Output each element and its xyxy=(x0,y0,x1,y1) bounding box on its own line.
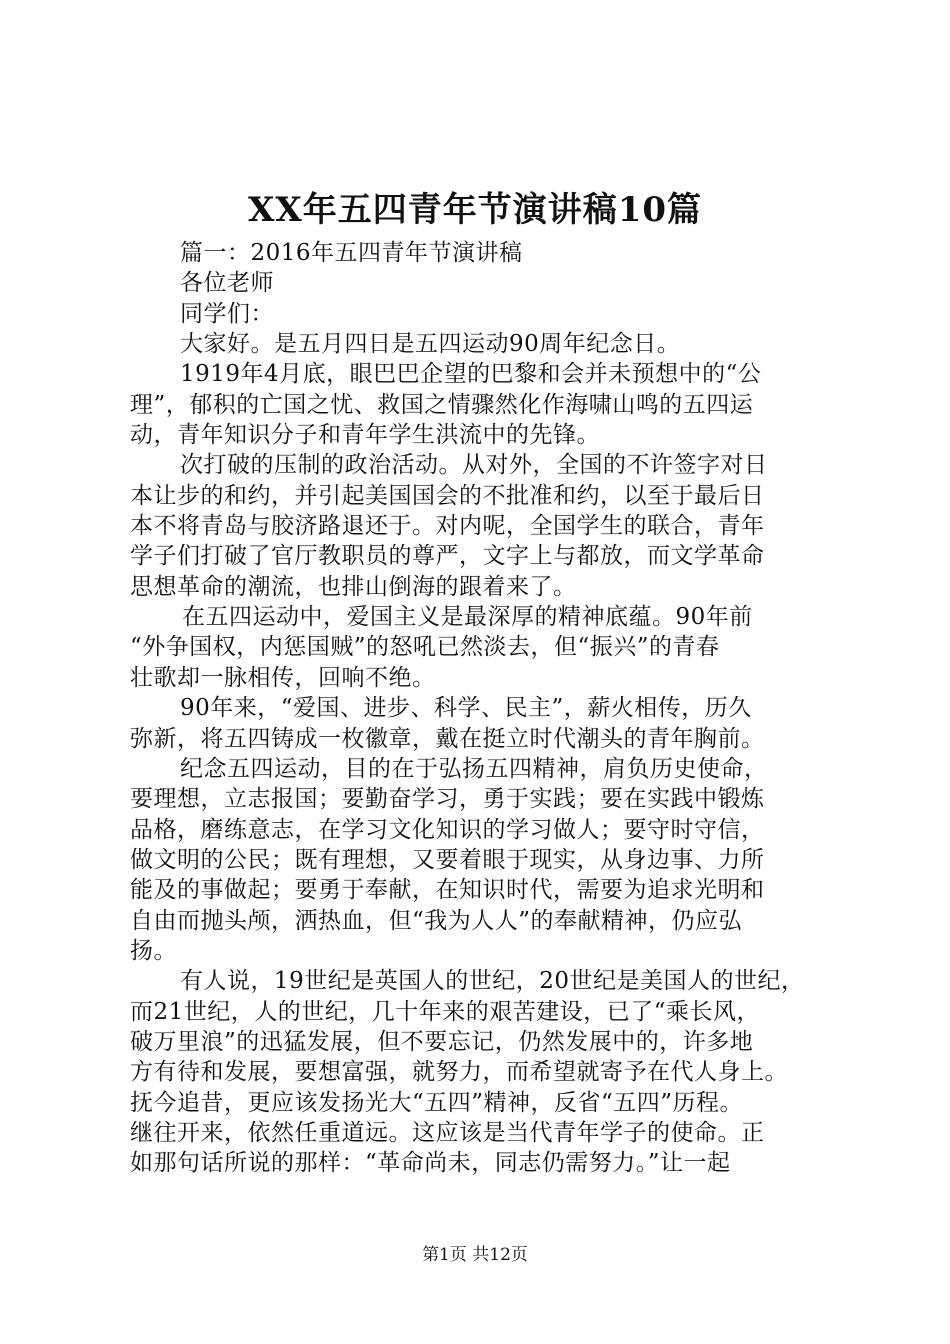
paragraph-line: 90年来，“爱国、进步、科学、民主”，薪火相传，历久 xyxy=(180,695,752,722)
paragraph-line: 能及的事做起；要勇于奉献，在知识时代，需要为追求光明和 xyxy=(130,877,765,904)
paragraph-line: 本让步的和约，并引起美国国会的不批准和约，以至于最后日 xyxy=(130,482,765,509)
paragraph-line: 动，青年知识分子和青年学生洪流中的先锋。 xyxy=(130,422,600,449)
paragraph-line: 破万里浪”的迅猛发展，但不要忘记，仍然发展中的，许多地 xyxy=(130,1028,754,1055)
paragraph-line: 1919年4月底，眼巴巴企望的巴黎和会并未预想中的“公 xyxy=(180,361,762,388)
paragraph-line: 在五四运动中，爱国主义是最深厚的精神底蕴。90年前 xyxy=(182,604,753,631)
paragraph-line: 大家好。是五月四日是五四运动90周年纪念日。 xyxy=(180,331,681,358)
paragraph-line: 壮歌却一脉相传，回响不绝。 xyxy=(130,664,436,691)
paragraph-line: 思想革命的潮流，也排山倒海的跟着来了。 xyxy=(130,573,577,600)
document-body xyxy=(130,238,830,1179)
paragraph-line: 做文明的公民；既有理想，又要着眼于现实，从身边事、力所 xyxy=(130,846,765,873)
paragraph-line: 自由而抛头颅，洒热血，但“我为人人”的奉献精神，仍应弘 xyxy=(130,907,743,934)
paragraph-line: 扬。 xyxy=(130,937,177,964)
salutation-line: 各位老师 xyxy=(180,270,274,297)
paragraph-line: 如那句话所说的那样：“革命尚未，同志仍需努力。”让一起 xyxy=(130,1150,731,1177)
paragraph-line: 理”，郁积的亡国之忧、救国之情骤然化作海啸山鸣的五四运 xyxy=(130,391,754,418)
page-footer: 第1页 共12页 xyxy=(422,1245,528,1265)
paragraph-line: 品格，磨练意志，在学习文化知识的学习做人；要守时守信， xyxy=(130,816,765,843)
paragraph-line: 纪念五四运动，目的在于弘扬五四精神，肩负历史使命， xyxy=(180,755,768,782)
section-heading: 篇一：2016年五四青年节演讲稿 xyxy=(180,240,523,266)
paragraph-line: 方有待和发展，要想富强，就努力，而希望就寄予在代人身上。 xyxy=(130,1059,788,1086)
paragraph-line: 有人说，19世纪是英国人的世纪，20世纪是美国人的世纪， xyxy=(180,968,805,995)
paragraph-line: 继往开来，依然任重道远。这应该是当代青年学子的使命。正 xyxy=(130,1119,765,1146)
paragraph-line: 次打破的压制的政治活动。从对外，全国的不许签字对日 xyxy=(180,452,768,479)
paragraph-line: 弥新，将五四铸成一枚徽章，戴在挺立时代潮头的青年胸前。 xyxy=(130,725,765,752)
paragraph-line: 本不将青岛与胶济路退还于。对内呢，全国学生的联合，青年 xyxy=(130,513,765,540)
paragraph-line: “外争国权，内惩国贼”的怒吼已然淡去，但“振兴”的青春 xyxy=(130,634,720,661)
paragraph-line: 而21世纪，人的世纪，几十年来的艰苦建设，已了“乘长风， xyxy=(130,998,761,1025)
document-title: XX年五四青年节演讲稿10篇 xyxy=(247,190,703,230)
paragraph-line: 学子们打破了官厅教职员的尊严，文字上与都放，而文学革命 xyxy=(130,543,765,570)
salutation-line: 同学们： xyxy=(180,300,274,327)
paragraph-line: 抚今追昔，更应该发扬光大“五四”精神，反省“五四”历程。 xyxy=(130,1089,744,1116)
paragraph-line: 要理想，立志报国；要勤奋学习，勇于实践；要在实践中锻炼 xyxy=(130,786,765,813)
